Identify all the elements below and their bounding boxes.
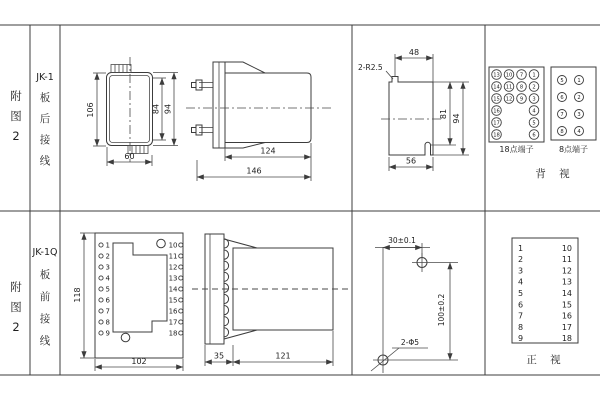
pin-circle (99, 254, 103, 258)
pin-number: 6 (105, 296, 110, 305)
pin-circle (99, 331, 103, 335)
pin-number: 2 (105, 252, 110, 261)
rear-outline-view (86, 57, 178, 166)
terminal-number: 4 (532, 108, 536, 115)
pin-number: 15 (561, 300, 572, 310)
terminal-bump (224, 317, 229, 326)
pin-circle (179, 265, 183, 269)
pin-number: 5 (518, 289, 524, 298)
pin-circle (99, 265, 103, 269)
terminal-number: 7 (560, 111, 564, 118)
dim-100: 100±0.2 (437, 293, 446, 327)
front-view-label: 正 视 (526, 354, 566, 366)
pin-number: 17 (561, 322, 572, 332)
terminal-number: 1 (577, 77, 581, 84)
dim-121: 121 (275, 351, 291, 361)
pin-number: 5 (105, 285, 110, 294)
pin-number: 13 (561, 277, 572, 287)
pin-number: 1 (518, 243, 524, 253)
terminal-number: 8 (519, 84, 524, 91)
pin-circle (179, 309, 183, 313)
terminal-number: 3 (577, 111, 581, 118)
rear-view-label: 背 视 (535, 168, 575, 180)
pin-circle (179, 287, 183, 291)
pin-circle (179, 298, 183, 302)
drilling-plan (371, 236, 458, 373)
dim-56: 56 (405, 156, 417, 166)
terminal-number: 11 (505, 84, 513, 91)
terminal-number: 6 (532, 132, 536, 139)
terminal-number: 10 (505, 72, 513, 79)
pin-number: 14 (561, 289, 572, 298)
pin-number: 13 (168, 274, 178, 283)
fig-label-char: 2 (12, 320, 20, 334)
pin-number: 8 (518, 322, 524, 332)
table-left-column (518, 244, 523, 343)
terminal-number: 18 (493, 132, 500, 139)
terminal-number: 2 (532, 84, 536, 91)
pin-number: 15 (168, 296, 178, 305)
pin-number: 3 (518, 266, 524, 276)
terminal-number: 4 (577, 128, 581, 135)
panel-cutout-view (358, 48, 469, 171)
terminal-number: 17 (493, 120, 500, 127)
pin-number: 7 (105, 307, 110, 316)
terminal-bump (224, 250, 229, 259)
terminal-number: 13 (493, 72, 500, 79)
pin-circle (99, 287, 103, 291)
pin-number: 11 (168, 252, 178, 261)
pin-number: 3 (105, 263, 110, 272)
pin-circle (99, 276, 103, 280)
terminal-number: 1 (532, 72, 536, 79)
pin-circle (179, 254, 183, 258)
terminal-number: 6 (560, 94, 564, 101)
pin-circle (179, 331, 183, 335)
pin-number: 6 (518, 300, 524, 310)
mounting-hole (157, 239, 166, 248)
pin-number: 2 (518, 255, 524, 265)
pin-number: 12 (168, 263, 178, 272)
front-terminal-view (73, 233, 183, 371)
pin-number: 14 (168, 285, 178, 294)
terminal-bump (224, 261, 229, 270)
fig-label-char: 2 (12, 129, 20, 143)
wiring-char: 板 (39, 269, 51, 281)
fig-label-char: 附 (10, 89, 22, 103)
wiring-char: 线 (39, 335, 51, 347)
pin-circle (99, 320, 103, 324)
terminal-bump (224, 306, 229, 315)
dim-124: 124 (260, 146, 276, 156)
fig-label-char: 附 (10, 280, 22, 294)
front-view-right-terminals (169, 241, 183, 337)
rear-wiring-side-view (186, 62, 332, 181)
front-wiring-side-view (192, 234, 348, 366)
row1-figure-label (10, 89, 22, 143)
dim-146: 146 (246, 166, 262, 176)
terminal-number: 16 (493, 108, 500, 115)
terminal-block-8 (551, 67, 596, 154)
pin-number: 10 (168, 241, 178, 250)
pin-number: 18 (168, 329, 178, 338)
terminal-number: 5 (560, 77, 564, 84)
terminal-number: 8 (560, 128, 564, 135)
pin-circle (179, 320, 183, 324)
pin-number: 12 (561, 266, 572, 276)
pin-number: 16 (168, 307, 178, 316)
row1-model-label (35, 72, 54, 167)
pin-circle (99, 309, 103, 313)
dim-48: 48 (408, 48, 420, 57)
pin-number: 4 (518, 277, 524, 287)
terminal-number: 2 (577, 94, 581, 101)
wiring-char: 后 (39, 113, 51, 125)
row2-figure-label (10, 280, 22, 334)
pin-number: 9 (105, 329, 110, 338)
terminal-block-18 (489, 67, 544, 154)
pin-number: 7 (518, 311, 524, 321)
pin-number: 17 (168, 318, 178, 327)
model-name: JK-1 (36, 72, 54, 83)
terminal-bump (224, 272, 229, 281)
pin-circle (179, 243, 183, 247)
pin-number: 9 (518, 334, 524, 344)
pin-circle (179, 276, 183, 280)
terminal-number: 15 (493, 96, 500, 103)
pin-number: 8 (105, 318, 110, 327)
terminal-number: 3 (532, 96, 536, 103)
terminal-block-18-label: 18点端子 (499, 145, 534, 154)
terminal-number-table (512, 238, 578, 366)
dim-102: 102 (131, 357, 147, 366)
slot-radius-label: 2-R2.5 (358, 63, 383, 72)
wiring-char: 前 (39, 291, 51, 303)
model-name: JK-1Q (32, 247, 58, 258)
wiring-char: 线 (39, 155, 51, 167)
dim-94: 94 (163, 103, 173, 115)
mounting-hole (121, 333, 130, 342)
pin-circle (99, 243, 103, 247)
dim-94-cutout: 94 (452, 113, 461, 124)
terminal-bump (224, 328, 229, 337)
dim-30: 30±0.1 (388, 236, 416, 245)
pin-number: 18 (561, 334, 572, 344)
pin-number: 16 (561, 311, 572, 321)
pin-circle (99, 298, 103, 302)
pin-number: 4 (105, 274, 110, 283)
terminal-number: 7 (519, 72, 524, 79)
wiring-char: 板 (39, 92, 51, 104)
dim-118: 118 (73, 287, 82, 303)
front-view-left-terminals (99, 241, 111, 337)
dim-84: 84 (151, 103, 161, 115)
terminal-number: 12 (505, 96, 513, 103)
terminal-grid-18 (492, 70, 539, 140)
pin-number: 1 (105, 241, 110, 250)
hole-diameter-label: 2-Φ5 (400, 338, 420, 347)
pin-number: 11 (561, 255, 572, 265)
terminal-block-8-label: 8点端子 (558, 145, 589, 154)
fig-label-char: 图 (10, 109, 22, 123)
fig-label-char: 图 (10, 300, 22, 314)
terminal-bumps (224, 239, 229, 337)
terminal-number: 5 (532, 120, 536, 127)
row2-model-label (32, 247, 58, 347)
terminal-bump (224, 283, 229, 292)
dim-106: 106 (86, 102, 95, 118)
terminal-bump (224, 294, 229, 303)
terminal-grid-8 (558, 76, 584, 136)
dim-35: 35 (213, 351, 225, 361)
dim-60: 60 (124, 152, 135, 161)
terminal-number: 9 (519, 96, 524, 103)
wiring-char: 接 (39, 134, 51, 146)
dim-81: 81 (439, 108, 448, 120)
terminal-number: 14 (493, 84, 500, 91)
pin-number: 10 (561, 243, 572, 253)
wiring-char: 接 (39, 313, 51, 325)
table-right-column (562, 244, 572, 343)
